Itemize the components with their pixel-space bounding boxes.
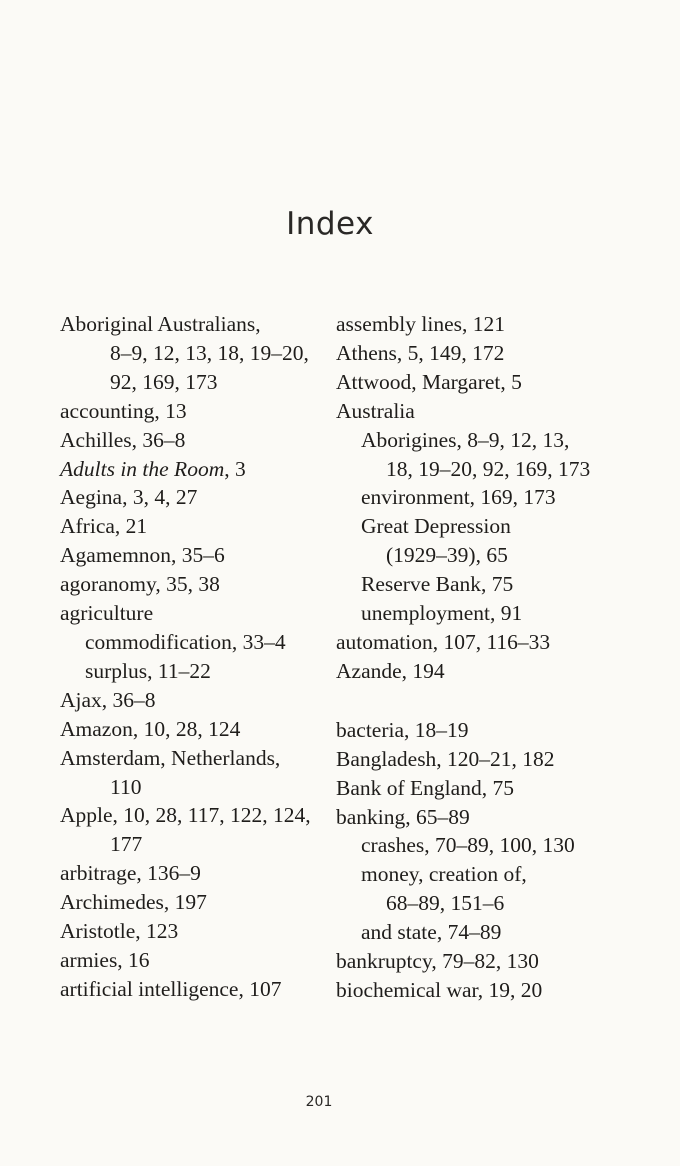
index-entry (60, 455, 335, 484)
index-subentry (336, 483, 666, 512)
index-entry (60, 888, 335, 917)
index-entry (60, 946, 335, 975)
index-subentry (336, 570, 666, 599)
index-entry-text: Archimedes, 197 (60, 890, 207, 915)
index-entry-text: crashes, 70–89, 100, 130 (361, 833, 575, 858)
index-subentry (336, 889, 666, 918)
index-entry-text: 18, 19–20, 92, 169, 173 (386, 456, 591, 481)
index-entry-text: and state, 74–89 (361, 920, 502, 945)
index-entry (60, 599, 335, 628)
index-entry-text: Ajax, 36–8 (60, 687, 156, 712)
index-entry-text: environment, 169, 173 (361, 485, 556, 510)
index-subentry (60, 339, 335, 368)
index-entry-text: biochemical war, 19, 20 (336, 977, 543, 1002)
page-number: 201 (305, 1094, 333, 1110)
index-entry-text: bacteria, 18–19 (336, 717, 469, 742)
index-subentry (336, 831, 666, 860)
index-entry-text: money, creation of, (361, 862, 527, 887)
index-subentry (60, 368, 335, 397)
index-entry (336, 397, 666, 426)
index-entry (60, 917, 335, 946)
index-subentry (336, 426, 666, 455)
index-subentry (336, 860, 666, 889)
index-entry-text: automation, 107, 116–33 (336, 629, 551, 654)
index-entry-text: surplus, 11–22 (85, 658, 211, 683)
index-subentry (336, 541, 666, 570)
index-entry-text: agoranomy, 35, 38 (60, 572, 220, 597)
index-entry (60, 686, 335, 715)
index-entry-text: Reserve Bank, 75 (361, 572, 514, 597)
index-subentry (336, 918, 666, 947)
index-entry (336, 976, 666, 1005)
index-entry-text: agriculture (60, 601, 154, 626)
index-entry-text: artificial intelligence, 107 (60, 976, 282, 1001)
index-entry-text: Apple, 10, 28, 117, 122, 124, (60, 803, 311, 828)
index-entry (336, 774, 666, 803)
index-subentry (336, 455, 666, 484)
index-subentry (336, 599, 666, 628)
index-entry-text: 110 (110, 774, 142, 799)
index-entry-text: 68–89, 151–6 (386, 891, 505, 916)
index-entry (60, 715, 335, 744)
index-entry-text: assembly lines, 121 (336, 312, 505, 336)
index-entry-text: Aegina, 3, 4, 27 (60, 485, 198, 510)
index-entry-text: 177 (110, 832, 143, 857)
index-entry-text: Azande, 194 (336, 658, 445, 683)
index-entry (336, 339, 666, 368)
index-entry-text: Bank of England, 75 (336, 775, 514, 800)
index-entry-text: Aristotle, 123 (60, 919, 179, 944)
index-entry-text: 92, 169, 173 (110, 369, 218, 394)
index-entry-text: commodification, 33–4 (85, 629, 286, 654)
index-entry-text: Amazon, 10, 28, 124 (60, 716, 241, 741)
index-entry (60, 859, 335, 888)
index-entry (336, 310, 666, 339)
index-entry (336, 657, 666, 686)
index-entry-text: Agamemnon, 35–6 (60, 543, 225, 568)
index-entry-text: Bangladesh, 120–21, 182 (336, 746, 555, 771)
index-entry-text: accounting, 13 (60, 398, 187, 423)
index-entry (60, 426, 335, 455)
index-entry (60, 541, 335, 570)
index-entry (336, 628, 666, 657)
index-subentry (60, 830, 335, 859)
index-column-left (60, 310, 335, 1004)
index-entry (60, 975, 335, 1004)
index-entry-text: Adults in the Room (60, 456, 225, 481)
index-subentry (60, 773, 335, 802)
index-entry-text: Amsterdam, Netherlands, (60, 745, 281, 770)
index-entry-text: armies, 16 (60, 947, 150, 972)
index-entry (336, 803, 666, 832)
index-entry-text: bankruptcy, 79–82, 130 (336, 949, 539, 974)
index-subentry (60, 628, 335, 657)
page-title: Index (286, 206, 374, 242)
index-subentry (336, 512, 666, 541)
index-entry (60, 397, 335, 426)
index-entry-text: Australia (336, 398, 415, 423)
index-entry (60, 744, 335, 773)
index-entry (336, 947, 666, 976)
index-entry (60, 310, 335, 339)
section-gap (336, 686, 666, 716)
index-entry-text: Athens, 5, 149, 172 (336, 340, 505, 365)
index-entry-text: Aboriginal Australians, (60, 312, 261, 336)
index-subentry (60, 657, 335, 686)
index-entry (60, 483, 335, 512)
index-entry-text: Achilles, 36–8 (60, 427, 186, 452)
index-column-right (336, 310, 666, 1005)
index-entry (60, 512, 335, 541)
index-entry (336, 745, 666, 774)
index-entry-text: Attwood, Margaret, 5 (336, 369, 522, 394)
index-entry (336, 716, 666, 745)
index-entry-text: Aborigines, 8–9, 12, 13, (361, 427, 570, 452)
index-entry (60, 570, 335, 599)
index-entry-text: (1929–39), 65 (386, 543, 508, 568)
index-entry-text: unemployment, 91 (361, 601, 523, 626)
index-entry-text: Great Depression (361, 514, 511, 539)
index-entry-text: 8–9, 12, 13, 18, 19–20, (110, 340, 309, 365)
index-entry-text: arbitrage, 136–9 (60, 861, 201, 886)
index-entry-pages: , 3 (224, 456, 246, 481)
index-entry (336, 368, 666, 397)
index-entry (60, 801, 335, 830)
index-entry-text: Africa, 21 (60, 514, 148, 539)
index-entry-text: banking, 65–89 (336, 804, 470, 829)
